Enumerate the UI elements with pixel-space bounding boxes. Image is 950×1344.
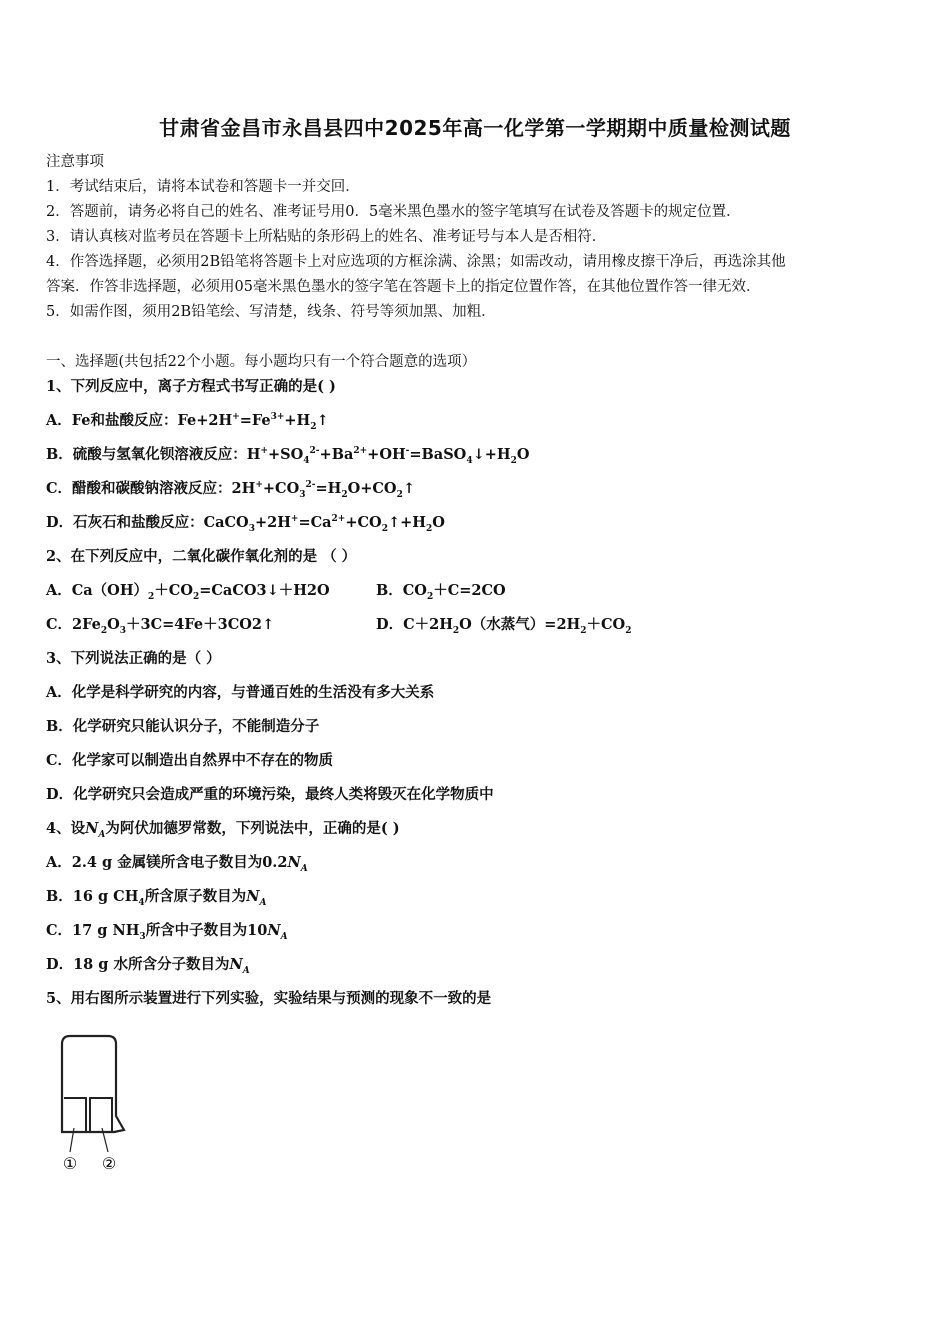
question-5-stem: 5、用右图所示装置进行下列实验，实验结果与预测的现象不一致的是 (46, 990, 492, 1007)
section-heading: 一、选择题(共包括22个小题。每小题均只有一个符合题意的选项） (46, 354, 477, 370)
question-3-stem: 3、下列说法正确的是（ ） (46, 650, 221, 667)
question-4-option-b: B．16 g $CH_4$所含原子数目为$N_A$ (46, 888, 267, 908)
question-2-option-d: D．$C+2H_2O$（水蒸气）$=2H_2+CO_2$ (376, 616, 632, 636)
question-2-option-b: B．$CO_2+C=2CO$ (376, 582, 506, 602)
question-1-option-a: A．Fe和盐酸反应：$Fe+2H^+=Fe^{3+}+H_2↑$ (46, 412, 329, 432)
question-3-option-a: A．化学是科学研究的内容，与普通百姓的生活没有多大关系 (46, 684, 435, 701)
notice-heading: 注意事项 (46, 154, 104, 170)
page-title: 甘肃省金昌市永昌县四中2025年高一化学第一学期期中质量检测试题 (159, 116, 791, 140)
notice-item-3: 3．请认真核对监考员在答题卡上所粘贴的条形码上的姓名、准考证号与本人是否相符． (46, 229, 607, 245)
question-1-stem: 1、下列反应中，离子方程式书写正确的是( ) (46, 378, 336, 395)
beaker-label-1: ① (62, 1154, 78, 1173)
question-2-option-c: C．$2Fe_2O_3+3C=4Fe+3CO2↑$ (46, 616, 275, 636)
question-1-option-b: B．硫酸与氢氧化钡溶液反应：$H^++SO_4^{2-}+Ba^{2+}+OH^-=BaSO_4↓+H_2O$ (46, 446, 530, 466)
question-3-option-b: B．化学研究只能认识分子，不能制造分子 (46, 718, 320, 735)
question-4-option-a: A．2.4 g 金属镁所含电子数目为$0.2N_A$ (46, 854, 308, 874)
notice-item-2: 2．答题前，请务必将自己的姓名、准考证号用0．5毫米黑色墨水的签字笔填写在试卷及答题卡的规定位置． (46, 204, 741, 220)
notice-item-5: 5．如需作图，须用2B铅笔绘、写清楚，线条、符号等须加黑、加粗． (46, 304, 496, 320)
beaker-label-2: ② (101, 1154, 117, 1173)
question-4-option-d: D．18 g 水所含分子数目为$N_A$ (46, 956, 250, 976)
apparatus-diagram (52, 1032, 132, 1178)
notice-item-4: 4．作答选择题，必须用2B铅笔将答题卡上对应选项的方框涂满、涂黑；如需改动，请用橡皮擦干净后，再选涂其他 (46, 254, 786, 270)
question-1-option-c: C．醋酸和碳酸钠溶液反应：$2H^++CO_3^{2-}=H_2O+CO_2↑$ (46, 480, 415, 500)
notice-item-4-cont: 答案．作答非选择题，必须用05毫米黑色墨水的签字笔在答题卡上的指定位置作答，在其他位置作答一律无效． (46, 279, 761, 295)
notice-item-1: 1．考试结束后，请将本试卷和答题卡一并交回． (46, 179, 360, 195)
question-3-option-d: D．化学研究只会造成严重的环境污染，最终人类将毁灭在化学物质中 (46, 786, 494, 803)
question-2-option-a: A．$Ca(OH)_2+CO_2=CaCO3↓+H2O$ (46, 582, 330, 602)
question-4-stem: 4、设$N_A$为阿伏加德罗常数，下列说法中，正确的是( ) (46, 820, 400, 840)
question-1-option-d: D．石灰石和盐酸反应：$CaCO_3+2H^+=Ca^{2+}+CO_2↑+H_2O$ (46, 514, 445, 534)
question-3-option-c: C．化学家可以制造出自然界中不存在的物质 (46, 752, 334, 769)
question-4-option-c: C．17 g $NH_3$所含中子数目为$10N_A$ (46, 922, 288, 942)
question-2-stem: 2、在下列反应中，二氧化碳作氧化剂的是 （ ） (46, 548, 357, 565)
